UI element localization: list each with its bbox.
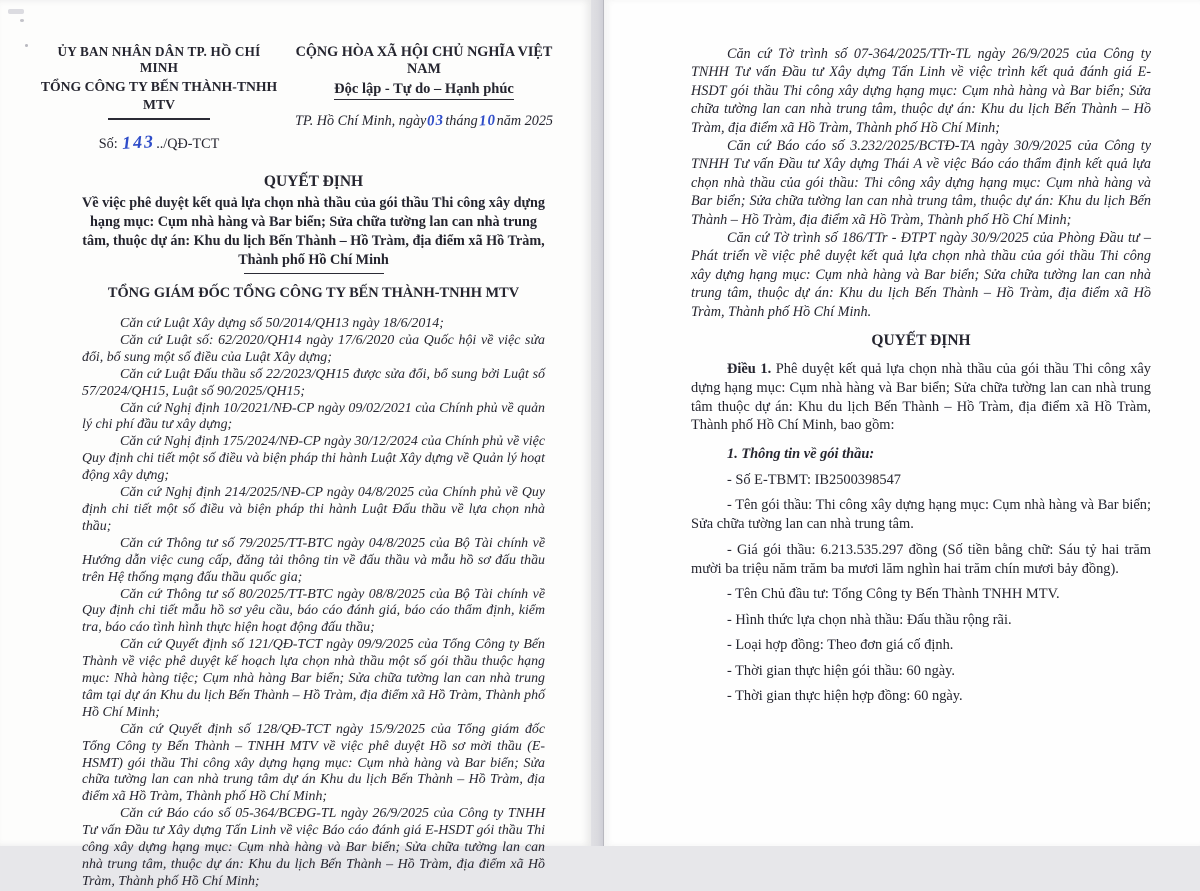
issuing-org-block <box>40 44 278 154</box>
package-info-item: - Hình thức lựa chọn nhà thầu: Đấu thầu rộng rãi. <box>727 611 1012 628</box>
decision-section-heading: QUYẾT ĐỊNH <box>871 332 971 350</box>
decision-title: QUYẾT ĐỊNH <box>263 172 364 190</box>
handwritten-document-number: 143 <box>121 130 156 153</box>
package-info-list <box>691 471 1151 707</box>
legal-citations-right <box>691 45 1151 321</box>
org-name: TỔNG CÔNG TY BẾN THÀNH-TNHH MTV <box>40 79 278 112</box>
page-2-content <box>604 0 1200 706</box>
legal-citations-left <box>82 316 545 891</box>
citation-paragraph: Căn cứ Thông tư số 79/2025/TT-BTC ngày 04/8/2025 của Bộ Tài chính về Hướng dẫn việc cung cấp, đăng tải thông tin về đấu thầu và mẫu hồ sơ đấu thầu trên Hệ thống mạng đấu thầu quốc gia; <box>82 535 545 585</box>
document-header <box>40 44 570 154</box>
date-month-word: tháng <box>445 113 478 129</box>
package-info-item: - Số E-TBMT: IB2500398547 <box>727 471 901 488</box>
page-1 <box>0 0 591 889</box>
org-underline-rule <box>108 118 210 120</box>
citation-paragraph: Căn cứ Nghị định 10/2021/NĐ-CP ngày 09/02/2021 của Chính phủ về quản lý chi phí đầu tư xây dựng; <box>82 400 545 433</box>
handwritten-month: 10 <box>478 112 497 130</box>
place-date-line <box>278 112 570 130</box>
citation-paragraph: Căn cứ Tờ trình số 07-364/2025/TTr-TL ngày 26/9/2025 của Công ty TNHH Tư vấn Đầu tư Xây dựng Tấn Linh về việc trình kết quả đánh giá E-HSDT gói thầu Thi công xây dựng hạng mục: Cụm nhà hàng và Bar biển; Sửa chữa tường lan can nhà trung tâm, thuộc dự án: Khu du lịch Bến Thành – Hồ Tràm, địa điểm xã Hồ Tràm, Thành phố Hồ Chí Minh; <box>691 46 1151 136</box>
scan-artifact <box>8 9 24 14</box>
package-info-item: - Loại hợp đồng: Theo đơn giá cố định. <box>727 637 954 654</box>
page-1-content <box>0 0 591 891</box>
citation-paragraph: Căn cứ Quyết định số 128/QĐ-TCT ngày 15/9/2025 của Tổng giám đốc Tổng Công ty Bến Thành – TNHH MTV về việc phê duyệt Hồ sơ mời thầu (E-HSMT) gói thầu Thi công xây dựng hạng mục: Cụm nhà hàng và Bar biển; Sửa chữa tường lan can nhà trung tâm dự án Khu du lịch Bến Thành – Hồ Tràm, địa điểm xã Hồ Tràm, Thành phố Hồ Chí Minh; <box>82 721 545 805</box>
handwritten-day: 03 <box>426 112 445 130</box>
title-underline-rule <box>244 273 384 275</box>
republic-name: CỘNG HÒA XÃ HỘI CHỦ NGHĨA VIỆT NAM <box>295 44 553 77</box>
document-number-label: Số: <box>98 135 122 152</box>
place-date-prefix: TP. Hồ Chí Minh, ngày <box>294 113 427 129</box>
document-number-suffix: ../QĐ-TCT <box>156 135 220 152</box>
republic-motto <box>278 80 570 99</box>
article-1-label: Điều 1. <box>727 361 772 378</box>
citation-paragraph: Căn cứ Luật Đấu thầu số 22/2023/QH15 được sửa đổi, bổ sung bởi Luật số 57/2024/QH15, Luật số 90/2025/QH15; <box>82 366 545 399</box>
citation-paragraph: Căn cứ Luật Xây dựng số 50/2014/QH13 ngày 18/6/2014; <box>120 316 444 331</box>
citation-paragraph: Căn cứ Tờ trình số 186/TTr - ĐTPT ngày 30/9/2025 của Phòng Đầu tư – Phát triển về việc phê duyệt kết quả lựa chọn nhà thầu của gói thầu Thi công xây dựng hạng mục: Cụm nhà hàng và Bar biển; Sửa chữa tường lan can nhà trung tâm, thuộc dự án: Khu du lịch Bến Thành – Hồ Tràm, địa điểm xã Hồ Tràm, Thành phố Hồ Chí Minh. <box>691 230 1151 320</box>
package-info-item: - Giá gói thầu: 6.213.535.297 đồng (Số tiền bằng chữ: Sáu tỷ hai trăm mười ba triệu năm trăm ba mươi lăm nghìn hai trăm chín mươi bảy đồng). <box>691 541 1151 577</box>
page-2 <box>603 0 1200 846</box>
document-number-line <box>40 132 278 154</box>
citation-paragraph: Căn cứ Nghị định 175/2024/NĐ-CP ngày 30/12/2024 của Chính phủ về việc Quy định chi tiết một số điều và biện pháp thi hành Luật Xây dựng về Quản lý hoạt động xây dựng; <box>82 434 545 484</box>
issuing-authority-heading: TỔNG GIÁM ĐỐC TỔNG CÔNG TY BẾN THÀNH-TNHH MTV <box>107 285 520 301</box>
citation-paragraph: Căn cứ Luật số: 62/2020/QH14 ngày 17/6/2020 của Quốc hội về việc sửa đổi, bổ sung một số điều của Luật Xây dựng; <box>82 332 545 365</box>
decision-subtitle: Về việc phê duyệt kết quả lựa chọn nhà thầu của gói thầu Thi công xây dựng hạng mục: Cụm nhà hàng và Bar biển; Sửa chữa tường lan can nhà trung tâm, thuộc dự án: Khu du lịch Bến Thành – Hồ Tràm, địa điểm xã Hồ Tràm, Thành phố Hồ Chí Minh <box>82 194 545 268</box>
citation-paragraph: Căn cứ Báo cáo số 3.232/2025/BCTĐ-TA ngày 30/9/2025 của Công ty TNHH Tư vấn Đầu tư Xây dựng Thái A về việc Báo cáo thẩm định kết quả lựa chọn nhà thầu của gói thầu: Thi công xây dựng hạng mục: Cụm nhà hàng và Bar biển; Sửa chữa tường lan can nhà trung tâm, thuộc dự án: Khu du lịch Bến Thành – Hồ Tràm, địa điểm xã Hồ Tràm, Thành phố Hồ Chí Minh; <box>691 138 1151 228</box>
republic-motto-text: Độc lập - Tự do – Hạnh phúc <box>334 81 514 100</box>
citation-paragraph: Căn cứ Nghị định 214/2025/NĐ-CP ngày 04/8/2025 của Chính phủ về Quy định chi tiết một số điều và biện pháp thi hành Luật Đấu thầu về lựa chọn nhà thầu; <box>82 485 545 534</box>
article-1-paragraph <box>691 360 1151 435</box>
citation-paragraph: Căn cứ Thông tư số 80/2025/TT-BTC ngày 08/8/2025 của Bộ Tài chính về Quy định chi tiết mẫu hồ sơ yêu cầu, báo cáo đánh giá, báo cáo thẩm định, kiểm tra, báo cáo tình hình thực hiện hoạt động đấu thầu; <box>82 586 545 636</box>
page-gutter <box>591 0 603 846</box>
republic-motto-block <box>278 44 570 154</box>
package-info-item: - Thời gian thực hiện gói thầu: 60 ngày. <box>727 662 956 679</box>
package-info-item: - Thời gian thực hiện hợp đồng: 60 ngày. <box>727 688 963 705</box>
date-year-part: năm 2025 <box>496 113 554 129</box>
package-info-item: - Tên gói thầu: Thi công xây dựng hạng mục: Cụm nhà hàng và Bar biển; Sửa chữa tường lan can nhà trung tâm. <box>691 497 1151 533</box>
scan-artifact <box>20 19 24 22</box>
citation-paragraph: Căn cứ Quyết định số 121/QĐ-TCT ngày 09/9/2025 của Tổng Công ty Bến Thành về việc phê duyệt kế hoạch lựa chọn nhà thầu một số gói thầu thuộc hạng mục: Nhà hàng tiệc; Cụm nhà hàng Bar biển; Sửa chữa tường lan can nhà trung tâm tại dự án Khu du lịch Bến Thành – Hồ Tràm, địa điểm xã Hồ Tràm, Thành phố Hồ Chí Minh; <box>82 637 545 720</box>
scan-artifact <box>25 44 28 47</box>
citation-paragraph: Căn cứ Báo cáo số 05-364/BCĐG-TL ngày 26/9/2025 của Công ty TNHH Tư vấn Đầu tư Xây dựng Tấn Linh về việc Báo cáo đánh giá E-HSDT gói thầu Thi công xây dựng hạng mục: Cụm nhà hàng và Bar biển; Sửa chữa tường lan can nhà trung tâm, thuộc dự án: Khu du lịch Bến Thành – Hồ Tràm, địa điểm xã Hồ Tràm, Thành phố Hồ Chí Minh; <box>82 806 545 889</box>
package-info-item: - Tên Chủ đầu tư: Tổng Công ty Bến Thành TNHH MTV. <box>727 586 1060 603</box>
article-1-text: Phê duyệt kết quả lựa chọn nhà thầu của gói thầu Thi công xây dựng hạng mục: Cụm nhà hàng và Bar biển; Sửa chữa tường lan can nhà trung tâm thuộc dự án: Khu du lịch Bến Thành – Hồ Tràm, địa điểm xã Hồ Tràm, Thành phố Hồ Chí Minh, bao gồm: <box>691 361 1151 434</box>
section-1-heading: 1. Thông tin về gói thầu: <box>727 446 875 463</box>
org-parent-name: ỦY BAN NHÂN DÂN TP. HỒ CHÍ MINH <box>57 44 261 75</box>
